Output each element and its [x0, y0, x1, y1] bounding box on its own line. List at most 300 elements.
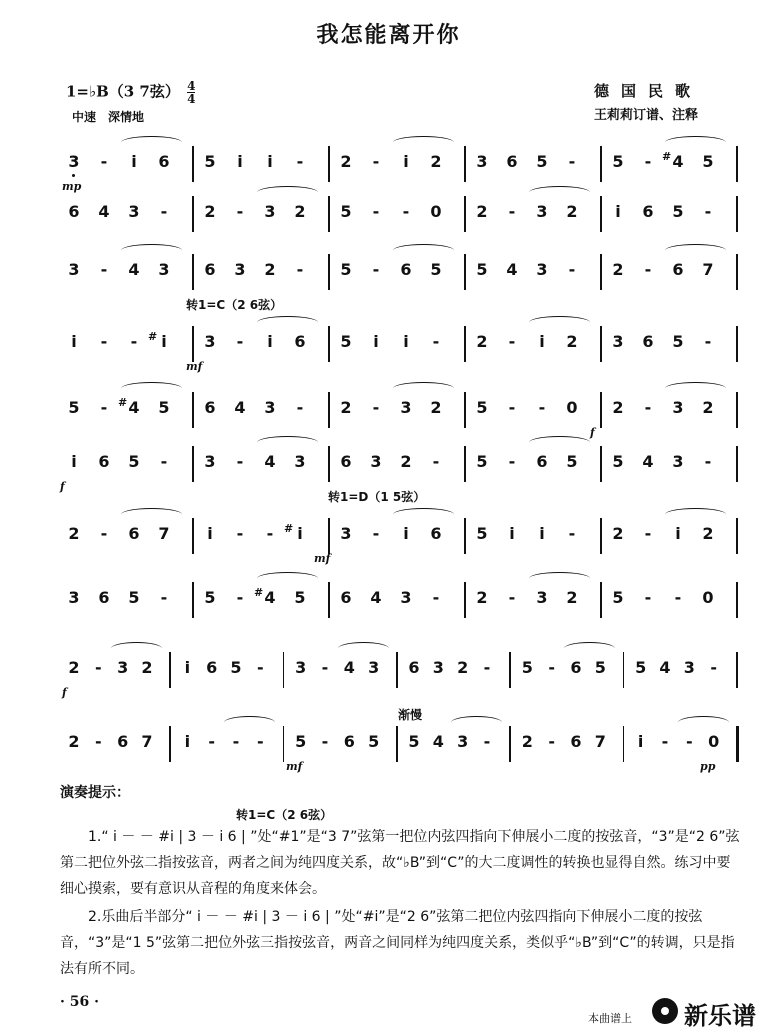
note: [96, 202, 112, 221]
note-digit: 5: [476, 260, 488, 279]
bar-line: [192, 254, 194, 290]
note: [534, 152, 550, 171]
note-digit: 4: [128, 260, 140, 279]
note: [202, 152, 218, 171]
note-digit: 6: [204, 260, 216, 279]
staff-line: [60, 200, 750, 228]
staff-line: [60, 586, 750, 614]
note: [479, 732, 495, 751]
note: [544, 658, 560, 677]
note: [398, 260, 414, 279]
note: [126, 202, 142, 221]
staff-line: [60, 396, 750, 439]
note: [262, 452, 278, 471]
dynamic-marking: mf: [286, 760, 303, 773]
note-digit: -: [483, 658, 491, 677]
note: [96, 398, 112, 417]
note-digit: 5: [521, 658, 533, 677]
note: [564, 202, 580, 221]
note: [640, 588, 656, 607]
note-digit: i: [615, 202, 621, 221]
note: [66, 588, 82, 607]
note-digit: 5: [672, 332, 684, 351]
bar-line: [169, 652, 171, 688]
note: [406, 658, 422, 677]
dynamic-marking: f: [62, 686, 67, 699]
slur: [393, 136, 454, 149]
bar-line: [736, 196, 738, 232]
note-digit: 2: [612, 260, 624, 279]
note: [504, 152, 520, 171]
note: [564, 524, 580, 543]
slur: [121, 244, 182, 257]
note-digit: 5: [702, 152, 714, 171]
note: [293, 658, 309, 677]
note-digit: 5: [368, 732, 380, 751]
bar-line: [736, 326, 738, 362]
slur: [257, 436, 318, 449]
note: [610, 260, 626, 279]
bar-line: [736, 726, 739, 762]
brand-logo-icon: [652, 998, 678, 1024]
note-digit: -: [296, 260, 304, 279]
note: [366, 658, 382, 677]
note: [474, 524, 490, 543]
note: [317, 658, 333, 677]
note: [66, 398, 82, 417]
note: [139, 732, 155, 751]
note: [564, 398, 580, 417]
note-digit: -: [548, 732, 555, 751]
note-digit: -: [296, 152, 304, 171]
bar-line: [600, 392, 602, 428]
note-digit: -: [372, 524, 380, 543]
note: [179, 732, 195, 751]
note-digit: 4: [128, 398, 140, 417]
note: [262, 524, 278, 543]
note: [670, 398, 686, 417]
note-digit: 5: [294, 588, 306, 607]
note-digit: i: [267, 332, 273, 351]
slur: [393, 508, 454, 521]
note-digit: 3: [117, 658, 129, 677]
note: [317, 732, 333, 751]
slur: [665, 508, 726, 521]
slur: [393, 244, 454, 257]
note-digit: 3: [264, 398, 276, 417]
note: [474, 588, 490, 607]
note: [504, 524, 520, 543]
slur: [121, 382, 182, 395]
slur: [121, 136, 182, 149]
slur: [529, 572, 590, 585]
note: [232, 398, 248, 417]
note: [670, 260, 686, 279]
staff-line: [60, 656, 750, 699]
note-digit: -: [508, 452, 516, 471]
note-digit: -: [704, 452, 712, 471]
note-digit: 5: [128, 452, 140, 471]
note-digit: -: [100, 152, 108, 171]
bar-line: [464, 582, 466, 618]
bar-line: [509, 726, 511, 762]
note: [292, 152, 308, 171]
note-digit: -: [538, 398, 546, 417]
note-digit: 6: [117, 732, 129, 751]
note: [398, 398, 414, 417]
note: [700, 398, 716, 417]
slur: [121, 508, 182, 521]
note: [428, 398, 444, 417]
note-digit: 5: [672, 202, 684, 221]
note-digit: 5: [340, 260, 352, 279]
note-digit: -: [100, 524, 108, 543]
note: [610, 588, 626, 607]
note-digit: 3: [370, 452, 382, 471]
note: [706, 658, 722, 677]
note-digit: 3: [68, 152, 80, 171]
note: [126, 260, 142, 279]
note-digit: -: [710, 658, 717, 677]
note-digit: 2: [340, 398, 352, 417]
performance-hints-title: 演奏提示：: [60, 785, 130, 801]
note: [262, 332, 278, 351]
note-digit: 4: [506, 260, 518, 279]
note: [640, 452, 656, 471]
bar-line: [600, 518, 602, 554]
note: [534, 332, 550, 351]
note-digit: 0: [430, 202, 442, 221]
note: [292, 452, 308, 471]
note: [156, 398, 172, 417]
note: [338, 260, 354, 279]
note: [398, 524, 414, 543]
note-digit: -: [296, 398, 304, 417]
slur: [257, 186, 318, 199]
note: [284, 522, 308, 543]
note-digit: -: [372, 398, 380, 417]
bar-line: [192, 392, 194, 428]
note-digit: 3: [264, 202, 276, 221]
bar-line: [328, 326, 330, 362]
bar-line: [464, 326, 466, 362]
note-digit: -: [548, 658, 555, 677]
note: [479, 658, 495, 677]
note-digit: i: [131, 152, 137, 171]
note-digit: 0: [708, 732, 720, 751]
note: [662, 150, 686, 171]
note-digit: 3: [68, 260, 80, 279]
note-digit: -: [508, 398, 516, 417]
song-origin: 德国民歌: [594, 82, 703, 100]
note-digit: 3: [234, 260, 246, 279]
note: [156, 260, 172, 279]
note-digit: 3: [204, 452, 216, 471]
slur: [529, 316, 590, 329]
note: [66, 452, 82, 471]
bar-line: [328, 196, 330, 232]
note: [398, 332, 414, 351]
note-digit: i: [373, 332, 379, 351]
bar-line: [736, 652, 738, 688]
note-digit: 4: [343, 658, 355, 677]
note: [455, 658, 471, 677]
note-digit: 5: [128, 588, 140, 607]
note-digit: 4: [370, 588, 382, 607]
note-digit: -: [568, 260, 576, 279]
note: [564, 152, 580, 171]
page-number: · 56 ·: [60, 994, 99, 1010]
note-digit: 3: [204, 332, 216, 351]
note-digit: 7: [141, 732, 153, 751]
note: [474, 332, 490, 351]
note: [640, 260, 656, 279]
note: [633, 732, 649, 751]
bar-line: [736, 146, 738, 182]
note: [700, 524, 716, 543]
note-digit: 5: [430, 260, 442, 279]
note-digit: 4: [98, 202, 110, 221]
note: [96, 588, 112, 607]
bar-line: [328, 392, 330, 428]
note: [592, 658, 608, 677]
note-digit: 5: [295, 732, 307, 751]
note: [66, 152, 82, 171]
arranger-credit: 王莉莉订谱、注释: [594, 108, 699, 123]
note: [292, 588, 308, 607]
note: [179, 658, 195, 677]
note: [66, 732, 82, 751]
note: [700, 152, 716, 171]
hint-paragraph-1: 1.“ i － － #i | 3 － i 6 | ”处“#1”是“3 7”弦第一把位内弦四指向下伸展小二度的按弦音，“3”是“2 6”弦第二把位外弦二指按弦音，两者之间为纯四度关系，故“♭B”到“C”的大二度调性的转换也显得自然。练习中要细心摸索，要有意识从音程的角度来体会。: [60, 829, 740, 897]
note-digit: 2: [340, 152, 352, 171]
bar-line: [192, 446, 194, 482]
note: [139, 658, 155, 677]
note: [156, 588, 172, 607]
bar-line: [464, 254, 466, 290]
note: [368, 524, 384, 543]
note: [202, 202, 218, 221]
note: [338, 524, 354, 543]
slur: [257, 572, 318, 585]
note-digit: -: [704, 202, 712, 221]
note: [338, 398, 354, 417]
bar-line: [736, 254, 738, 290]
note-digit: -: [257, 732, 264, 751]
dynamic-marking: f: [60, 480, 65, 493]
note: [564, 588, 580, 607]
slur: [564, 642, 615, 655]
bar-line: [464, 146, 466, 182]
tempo-marking: 中速 深情地: [72, 110, 145, 124]
note: [428, 260, 444, 279]
note-digit: 3: [158, 260, 170, 279]
note: [156, 524, 172, 543]
note-digit: 7: [594, 732, 606, 751]
bar-line: [328, 518, 330, 554]
bar-line: [600, 582, 602, 618]
note: [428, 332, 444, 351]
note-digit: 6: [204, 398, 216, 417]
note-digit: 3: [432, 658, 444, 677]
note-digit: -: [432, 452, 440, 471]
note-digit: 5: [566, 452, 578, 471]
note: [292, 398, 308, 417]
note: [681, 732, 697, 751]
note: [262, 398, 278, 417]
bar-line: [600, 196, 602, 232]
slur: [224, 716, 275, 729]
note: [504, 588, 520, 607]
note-digit: -: [160, 202, 168, 221]
note-digit: i: [675, 524, 681, 543]
note-digit: 5: [230, 658, 242, 677]
note-digit: 5: [68, 398, 80, 417]
note: [66, 202, 82, 221]
note: [534, 588, 550, 607]
note-digit: 2: [476, 332, 488, 351]
note: [504, 452, 520, 471]
note: [96, 260, 112, 279]
note-digit: 6: [506, 152, 518, 171]
note-digit: i: [161, 332, 167, 351]
note-digit: 5: [612, 452, 624, 471]
note: [202, 452, 218, 471]
note-digit: i: [403, 524, 409, 543]
note: [564, 332, 580, 351]
time-signature: [187, 80, 195, 105]
note-digit: 2: [204, 202, 216, 221]
note-digit: 0: [566, 398, 578, 417]
note: [115, 658, 131, 677]
bar-line: [192, 518, 194, 554]
note-digit: 5: [635, 658, 647, 677]
note: [474, 152, 490, 171]
note-digit: 5: [158, 398, 170, 417]
note-digit: 2: [68, 524, 80, 543]
note-digit: 2: [476, 202, 488, 221]
note-digit: -: [686, 732, 693, 751]
note-digit: 2: [400, 452, 412, 471]
note: [670, 452, 686, 471]
note-digit: 6: [536, 452, 548, 471]
note-digit: 7: [158, 524, 170, 543]
note-digit: 5: [536, 152, 548, 171]
slur: [665, 382, 726, 395]
note: [474, 260, 490, 279]
slur: [529, 436, 590, 449]
note-digit: -: [236, 332, 244, 351]
note: [232, 152, 248, 171]
note: [252, 658, 268, 677]
low-octave-dot: [72, 174, 75, 177]
note-digit: -: [95, 658, 102, 677]
note: [544, 732, 560, 751]
note: [204, 658, 220, 677]
note-digit: 3: [295, 658, 307, 677]
note: [474, 452, 490, 471]
note-digit: 2: [612, 398, 624, 417]
note-digit: -: [100, 398, 108, 417]
note-digit: i: [184, 732, 191, 751]
note-digit: 6: [400, 260, 412, 279]
note-digit: 2: [68, 732, 80, 751]
bar-line: [736, 392, 738, 428]
note-digit: 6: [343, 732, 355, 751]
note-digit: -: [236, 524, 244, 543]
bar-line: [464, 196, 466, 232]
bar-line: [192, 146, 194, 182]
note: [670, 524, 686, 543]
note-digit: -: [508, 588, 516, 607]
note-digit: -: [568, 524, 576, 543]
note: [670, 588, 686, 607]
note: [202, 588, 218, 607]
note-digit: 3: [400, 398, 412, 417]
ritardando-marking: 渐慢: [398, 708, 423, 722]
note-digit: 6: [68, 202, 80, 221]
note: [338, 202, 354, 221]
staff-line: [60, 522, 750, 565]
note-digit: -: [372, 152, 380, 171]
note: [156, 152, 172, 171]
note: [202, 260, 218, 279]
note-digit: -: [402, 202, 410, 221]
note-digit: -: [160, 452, 168, 471]
dynamic-marking: f: [590, 426, 595, 439]
note: [126, 588, 142, 607]
note-digit: 6: [158, 152, 170, 171]
note-digit: -: [704, 332, 712, 351]
bar-line: [328, 446, 330, 482]
note: [610, 202, 626, 221]
note-digit: 5: [476, 452, 488, 471]
note: [368, 260, 384, 279]
note-digit: -: [236, 202, 244, 221]
note-digit: 5: [204, 588, 216, 607]
note-digit: 6: [340, 588, 352, 607]
note: [126, 152, 142, 171]
note-digit: -: [100, 332, 108, 351]
note-digit: 5: [612, 152, 624, 171]
note-digit: 2: [702, 524, 714, 543]
bar-line: [623, 652, 625, 688]
note-digit: i: [403, 332, 409, 351]
note-digit: -: [160, 588, 168, 607]
note: [232, 332, 248, 351]
dynamic-marking: mf: [186, 360, 203, 373]
note: [96, 152, 112, 171]
note-digit: 6: [98, 452, 110, 471]
note-digit: 4: [234, 398, 246, 417]
note-digit: 4: [659, 658, 671, 677]
note-digit: 3: [536, 588, 548, 607]
note: [504, 398, 520, 417]
note: [228, 732, 244, 751]
bar-line: [464, 392, 466, 428]
bar-line: [192, 326, 194, 362]
time-top: 4: [187, 79, 196, 93]
note: [202, 524, 218, 543]
note: [633, 658, 649, 677]
song-title: 我怎能离开你: [316, 23, 461, 48]
note: [228, 658, 244, 677]
note-digit: 3: [683, 658, 695, 677]
note: [293, 732, 309, 751]
modulation-c: 转1=C（2 6弦）: [186, 298, 283, 312]
note: [640, 202, 656, 221]
note: [564, 260, 580, 279]
